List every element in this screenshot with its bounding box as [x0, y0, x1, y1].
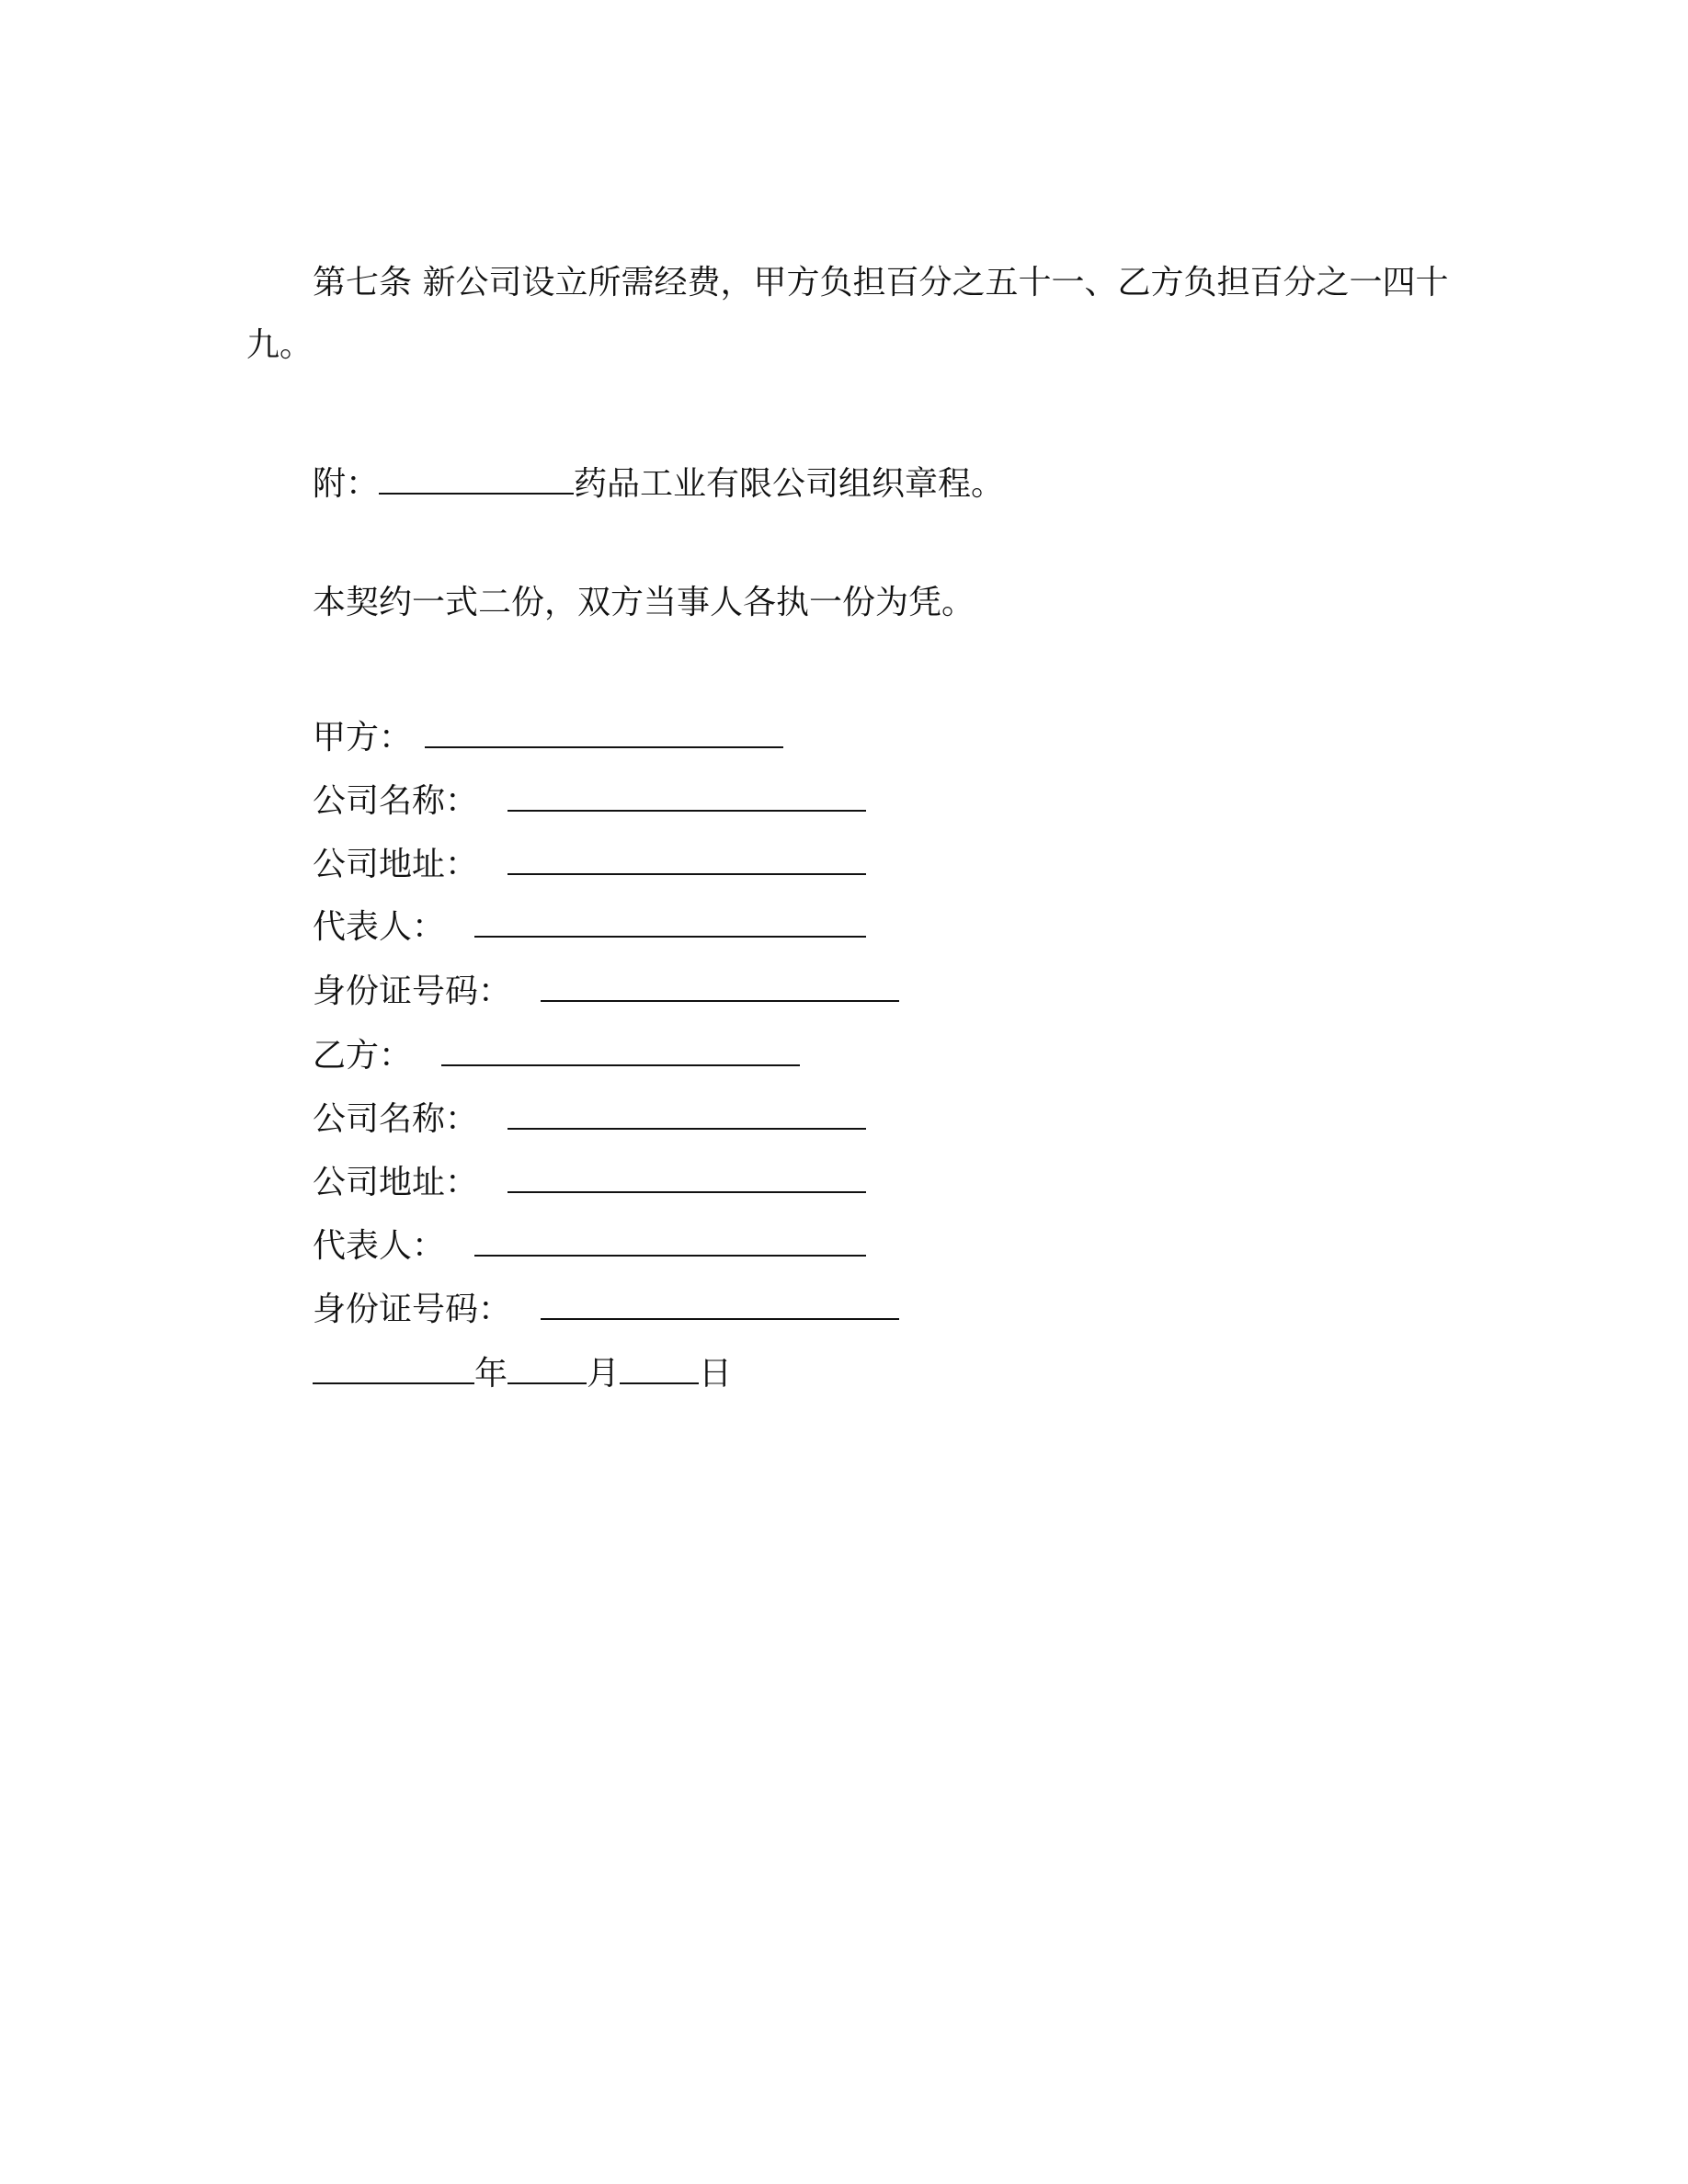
party-a-blank	[425, 711, 783, 748]
party-a-company-address-row	[313, 838, 866, 882]
day-label: 日	[699, 1354, 733, 1393]
year-blank	[313, 1348, 474, 1384]
party-a-company-name-row	[313, 775, 866, 818]
party-b-id-number-label: 身份证号码：	[313, 1290, 512, 1328]
attachment-company-blank	[379, 458, 574, 495]
party-a-company-name-blank	[508, 775, 866, 812]
party-b-company-name-blank	[508, 1093, 866, 1130]
year-label: 年	[474, 1354, 508, 1393]
party-a-representative-blank	[474, 901, 866, 938]
party-b-company-name-label: 公司名称：	[313, 1099, 479, 1138]
party-b-representative-row	[313, 1220, 866, 1263]
party-a-representative-row	[313, 901, 866, 944]
party-b-company-address-blank	[508, 1156, 866, 1193]
party-b-representative-blank	[474, 1220, 866, 1257]
party-a-id-number-row	[313, 965, 899, 1008]
party-b-row	[313, 1029, 800, 1073]
party-b-company-name-row	[313, 1093, 866, 1136]
party-a-row	[313, 711, 783, 755]
month-blank	[508, 1348, 587, 1384]
party-a-id-number-blank	[541, 965, 899, 1002]
party-b-label: 乙方：	[313, 1036, 413, 1075]
party-a-id-number-label: 身份证号码：	[313, 972, 512, 1010]
article-seven-line2: 九。	[246, 326, 314, 364]
date-line	[313, 1348, 732, 1391]
attachment-prefix: 附：	[313, 464, 380, 503]
attachment-suffix: 药品工业有限公司组织章程。	[574, 464, 1005, 503]
day-blank	[620, 1348, 699, 1384]
copies-clause: 本契约一式二份，双方当事人各执一份为凭。	[313, 584, 975, 621]
attachment-line	[313, 458, 1004, 501]
party-b-id-number-row	[313, 1283, 899, 1326]
month-label: 月	[587, 1354, 621, 1393]
party-a-representative-label: 代表人：	[313, 907, 446, 946]
party-a-company-address-blank	[508, 838, 866, 875]
party-a-company-address-label: 公司地址：	[313, 845, 479, 883]
party-b-company-address-row	[313, 1156, 866, 1200]
party-b-blank	[441, 1029, 800, 1066]
party-a-label: 甲方：	[313, 718, 413, 756]
party-b-id-number-blank	[541, 1283, 899, 1320]
party-b-representative-label: 代表人：	[313, 1226, 446, 1265]
party-b-company-address-label: 公司地址：	[313, 1163, 479, 1201]
article-seven-line1: 第七条 新公司设立所需经费，甲方负担百分之五十一、乙方负担百分之一四十	[313, 264, 1449, 301]
party-a-company-name-label: 公司名称：	[313, 781, 479, 820]
